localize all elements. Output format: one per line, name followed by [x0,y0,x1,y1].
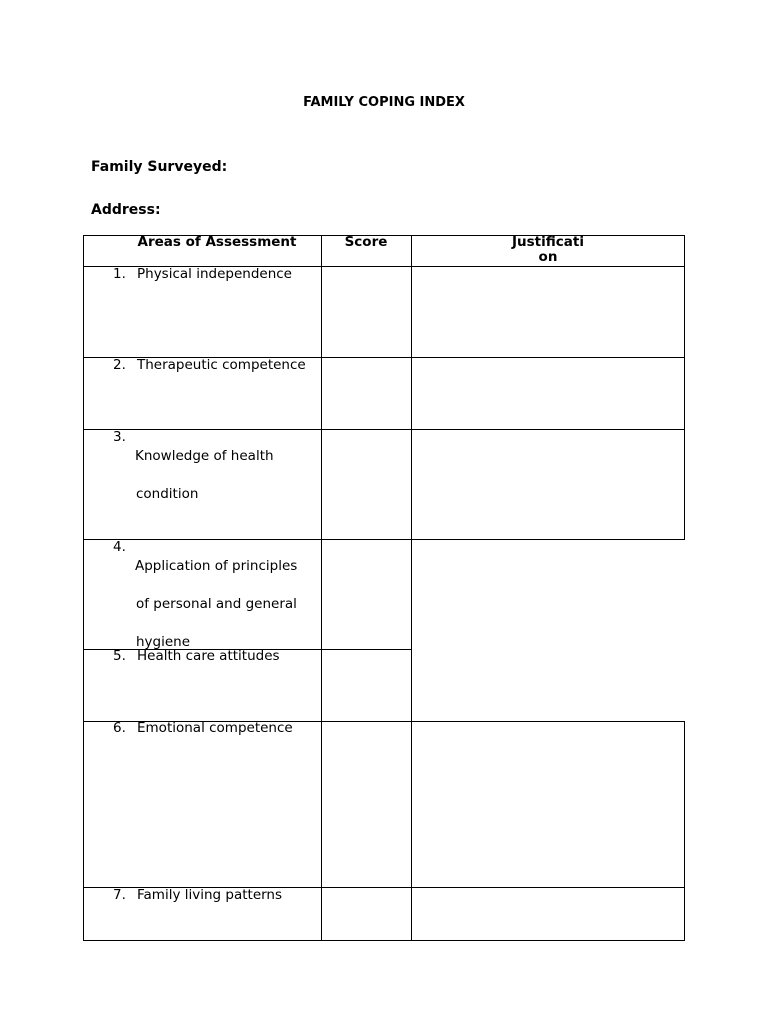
address-label: Address: [91,202,161,218]
row-label-line2: of personal and general [136,596,297,612]
row-number: 5. [113,648,126,664]
row-label: Health care attitudes [137,648,280,664]
row-number: 4. [113,539,126,555]
header-areas-of-assessment: Areas of Assessment [137,234,297,250]
row-label-line1: Application of principles [135,558,298,574]
header-justification [411,235,685,265]
row-label: Therapeutic competence [137,357,306,373]
table-border-left [83,235,84,941]
row-label: Physical independence [137,266,292,282]
row-label-line2: condition [136,486,199,502]
row-label-line3: hygiene [136,634,191,650]
family-surveyed-label: Family Surveyed: [91,159,228,175]
row-number: 6. [113,720,126,736]
page-title: FAMILY COPING INDEX [303,95,465,110]
header-score: Score [344,234,388,250]
header-justification-line2: on [538,249,558,265]
table-border-bottom [83,940,685,941]
table-border-right-upper [684,235,685,540]
row-label-line1: Knowledge of health [135,448,274,464]
row-label [135,428,325,523]
assessment-table [83,235,685,941]
table-border-right-lower [684,721,685,941]
header-justification-line1: Justificati [512,234,584,250]
row-number: 2. [113,357,126,373]
row-label: Family living patterns [137,887,283,903]
row-number: 3. [113,429,126,445]
row-number: 1. [113,266,126,282]
row-number: 7. [113,887,126,903]
column-divider-justification [411,235,412,941]
row-label: Emotional competence [137,720,293,736]
